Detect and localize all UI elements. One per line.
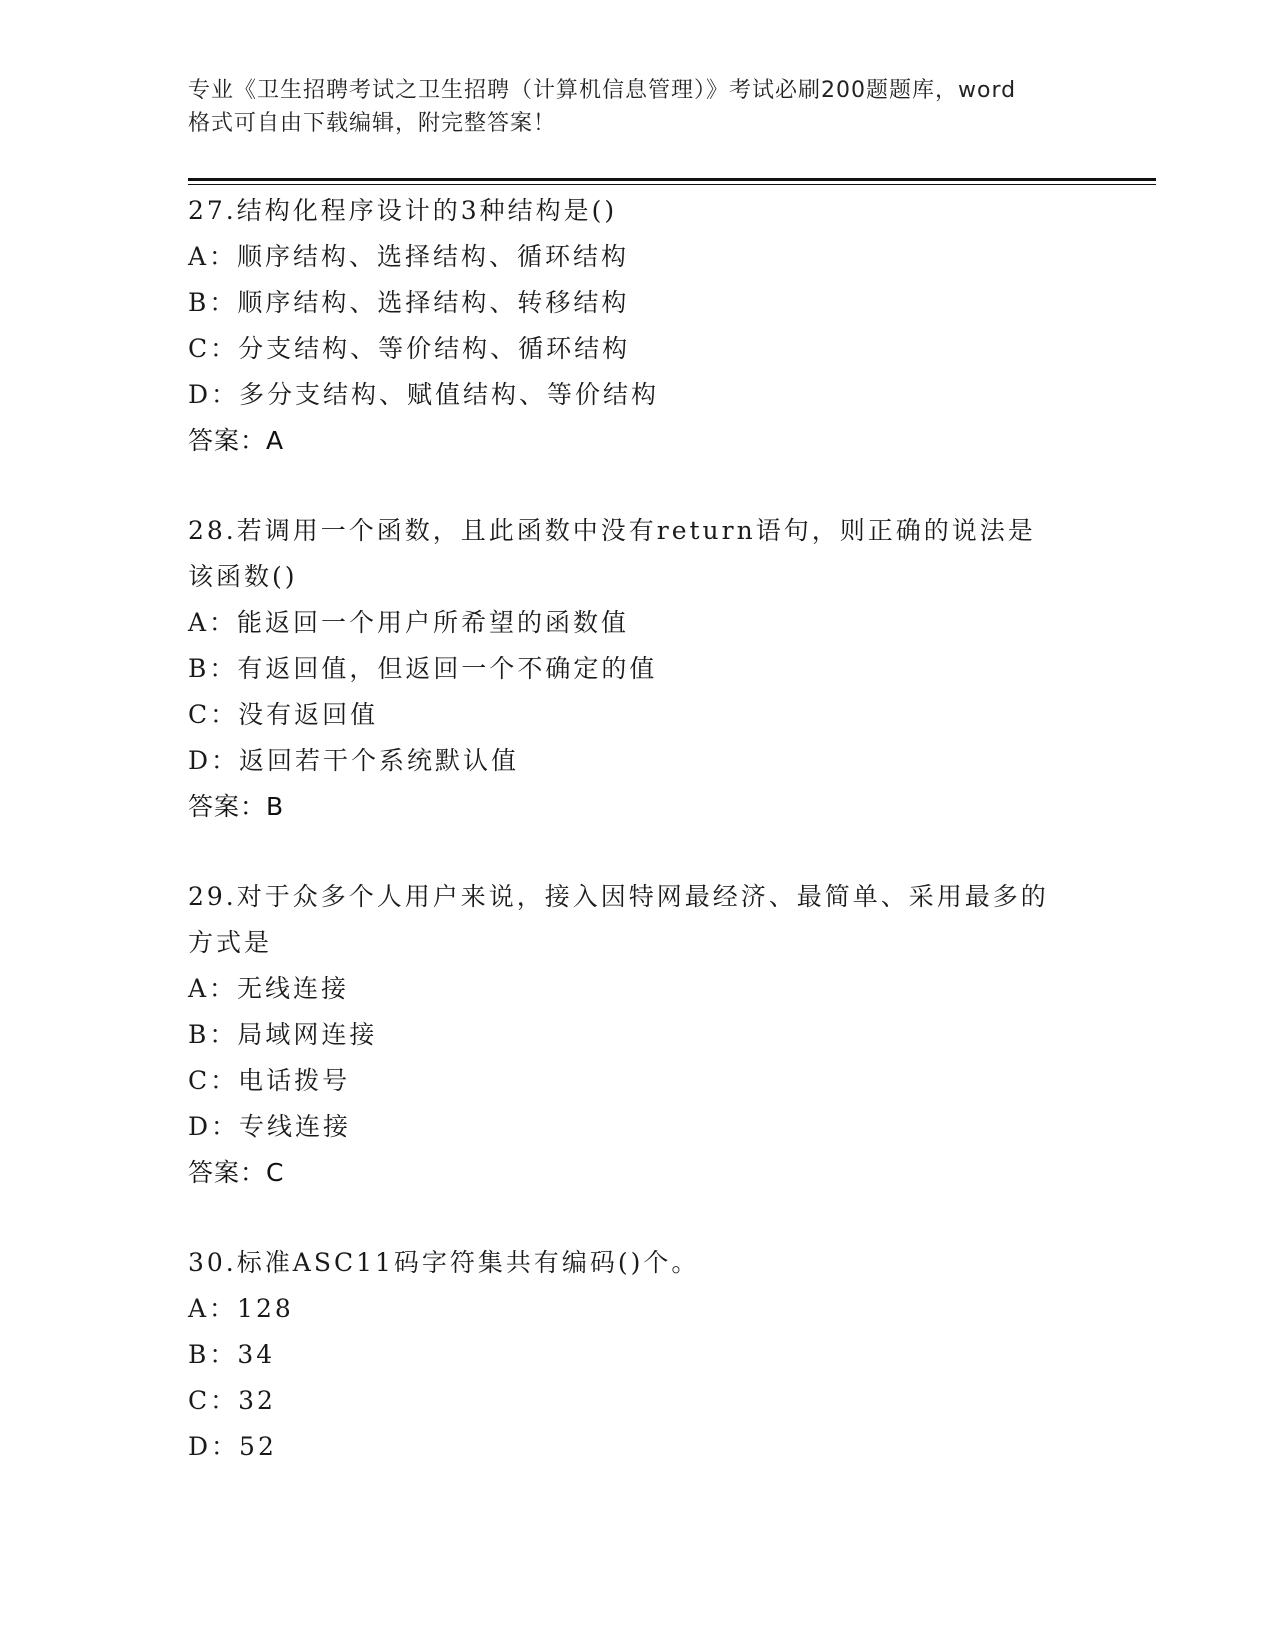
option-a: A：能返回一个用户所希望的函数值 [188, 608, 630, 637]
option-d: D：52 [188, 1432, 277, 1461]
question-stem: 28.若调用一个函数，且此函数中没有return语句，则正确的说法是 [188, 516, 1036, 545]
question-29 [188, 874, 1088, 1196]
option-c: C：电话拨号 [188, 1066, 351, 1095]
option-b: B：34 [188, 1340, 276, 1369]
option-b: B：局域网连接 [188, 1020, 378, 1049]
header-line-2: 格式可自由下载编辑，附完整答案！ [188, 111, 557, 136]
answer-label: 答案：C [188, 1158, 285, 1187]
option-c: C：没有返回值 [188, 700, 379, 729]
option-b: B：有返回值，但返回一个不确定的值 [188, 654, 658, 683]
option-a: A：顺序结构、选择结构、循环结构 [188, 242, 630, 271]
option-d: D：多分支结构、赋值结构、等价结构 [188, 380, 660, 409]
option-d: D：返回若干个系统默认值 [188, 746, 520, 775]
question-30 [188, 1240, 1088, 1470]
question-stem: 30.标准ASC11码字符集共有编码()个。 [188, 1248, 700, 1277]
option-b: B：顺序结构、选择结构、转移结构 [188, 288, 630, 317]
question-stem: 29.对于众多个人用户来说，接入因特网最经济、最简单、采用最多的 [188, 882, 1049, 911]
option-a: A：无线连接 [188, 974, 350, 1003]
document-header [188, 74, 1088, 140]
question-stem-continued: 方式是 [188, 928, 273, 957]
option-d: D：专线连接 [188, 1112, 352, 1141]
header-line-1: 专业《卫生招聘考试之卫生招聘（计算机信息管理）》考试必刷200题题库，word [188, 78, 1017, 103]
answer-label: 答案：B [188, 792, 285, 821]
answer-label: 答案：A [188, 426, 285, 455]
question-27 [188, 188, 1088, 464]
question-stem: 27.结构化程序设计的3种结构是() [188, 196, 618, 225]
question-stem-continued: 该函数() [188, 562, 298, 591]
header-divider-thin [188, 184, 1156, 185]
option-a: A：128 [188, 1294, 294, 1323]
option-c: C：分支结构、等价结构、循环结构 [188, 334, 631, 363]
header-divider-thick [188, 178, 1156, 181]
question-28 [188, 508, 1088, 830]
option-c: C：32 [188, 1386, 276, 1415]
question-list [188, 188, 1088, 1514]
